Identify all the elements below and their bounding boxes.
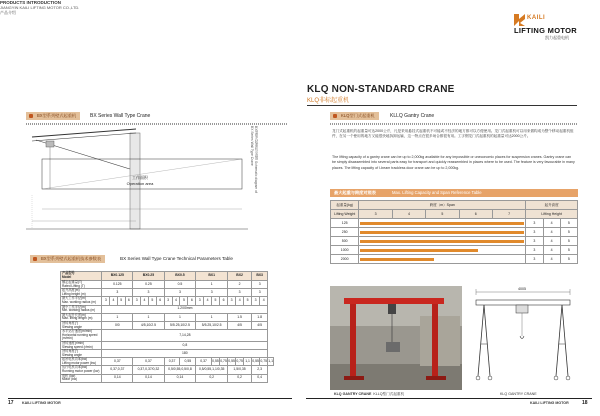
hoist-block <box>516 305 528 313</box>
table-row: 额定起重量(T) Rated Lifting (T) 0.125 0.25 0.5 1 2 3 <box>61 281 274 289</box>
footer-brand-right: KAILI LIFTING MOTOR <box>530 401 569 405</box>
params-title: BX Series Wall Type Crane Technical Parameters Table <box>120 256 233 261</box>
title-rule <box>307 105 577 106</box>
gantry-crane-photo <box>330 286 462 390</box>
params-tag: BX型系列壁式起重机技术参数表 <box>30 255 105 263</box>
section-divider <box>330 123 578 125</box>
table-row: 2000 3 4 5 <box>331 255 578 264</box>
table-row: 起升高度(m) Lifting height (m) 3 3 3 3 3 3 <box>61 289 274 297</box>
page-subtitle: KLQ非标起重机 <box>307 98 350 104</box>
bx-tag: BX型系列壁式起重机 <box>26 112 80 120</box>
capacity-bar <box>360 222 524 225</box>
capacity-bar <box>360 258 434 261</box>
hoist-block <box>46 141 54 147</box>
kaili-logo-icon <box>514 14 525 26</box>
table-row: Lifting Weight 3 4 5 6 7 Lifting Height <box>331 210 578 219</box>
table-row: 回转角度(°) Slewing angle 0/0 4/5,10/2.5 5/5.25,10/2.5 5/5.25,10/2.5 4/5 4/5 <box>61 321 274 329</box>
diagram-caption: KLQ GANTRY CRANE <box>500 392 537 396</box>
table-row: 回转角度(°) Slewing angle 180 <box>61 350 274 358</box>
table-row: 最大工作半径(m) Max. working radius (m) 3 4 5 6 3 4 5 6 3 4 5 6 3 4 5 6 3 4 5 3 4 <box>61 297 274 305</box>
table-row: 1000 3 4 5 <box>331 246 578 255</box>
table-row: 起吊电机功率(kw) Lifting motor power (kw) 0,37 0,37 0,37 0,55 0,37 0,55 0,75 0,55 0,75 1,1 0,55 0,75 1,1 <box>62 357 273 365</box>
table-row: 起重量(kg) 跨度（m）Span 起升高度 <box>331 201 578 210</box>
bx-section-heading <box>26 112 226 120</box>
gantry-section-heading <box>330 112 530 120</box>
footer-brand-left: KAILI LIFTING MOTOR <box>22 401 61 405</box>
params-section-heading <box>30 255 280 263</box>
page-number-right: 18 <box>582 400 588 406</box>
page-number-left: 17 <box>8 400 14 406</box>
operation-area-label: 工作面积 Operation area <box>126 175 154 186</box>
jib-arm <box>32 129 136 137</box>
capacity-bar <box>360 231 524 234</box>
gantry-title: KLLQ Gantry Crane <box>390 113 435 119</box>
table-row: 250 3 4 5 <box>331 228 578 237</box>
hook <box>520 336 524 339</box>
footer-rule-right <box>306 398 592 399</box>
table-row: 水平运行速度(m/min) Horizontal running speed (m/min) 7,14,28 <box>61 330 274 342</box>
gantry-tag: KLQ型门式起重机 <box>330 112 379 120</box>
capacity-span-table <box>330 200 578 264</box>
jib-arm-lower <box>32 133 136 141</box>
intro-paragraph-en: The lifting capacity of a gantry crane can be up to 2,000kg available for any impossible or uneconomic places for suspension cranes. Gantry crane can be simply disassembled into several parts easy for transport and quickly reassembled in places where to be used. The feature is very favourable in many places. The lifting capacity of I-beam trackless door crane can be up to 2,000kg. <box>332 155 575 170</box>
table-row: 最小工作半径(m) Min. working radius (m) 1.2/00mm <box>61 305 274 313</box>
bx-params-table <box>60 271 274 383</box>
footer-rule-left <box>8 398 292 399</box>
table-row: 运行电机功率(kw) Running motor power (kw) 0,37,0,37 0,37,0,37/0,32 0,5/0,55,0,5/0,8 0,5/0,55,1,1/0,35 1,5/0,35 2,3 <box>61 366 274 374</box>
section-title-cn: 产品介绍 <box>0 10 16 15</box>
capacity-bar <box>360 249 478 252</box>
table-row: 125 3 4 5 <box>331 219 578 228</box>
photo-caption: KLQ GANTRY CRANE KLLQ型门式起重机 <box>334 392 405 396</box>
table-row: 回转速度(r/min) Slewing speed (r/min) 0,8 <box>61 341 274 349</box>
intro-paragraph-cn: 龙门式起重机的起重量可达2000公斤，凡是采用悬挂式起重机不可能或不经济的地方都可以方便使用。龙门式起重机可以用来做构成为整个移动起重机组件，在另一个使用的地方又能很快地拆卸运输，这一特点在很多场合都很有用。工字钢龙门式起重机的起重量可达2000公斤。 <box>332 129 574 139</box>
section-header <box>0 0 600 15</box>
bx-schematic-note: BX型壁式起重机示意图 Schematic diagram of BX Series Wall Type Crane <box>250 126 258 193</box>
bx-title: BX Series Wall Type Crane <box>90 113 151 119</box>
table-row: 电机 (kw) Motor (kw) 0,14 0,14 0,14 0,2 0,2 0,4 <box>61 374 274 382</box>
table-row: 500 3 4 5 <box>331 237 578 246</box>
section-company: JIANGYIN KAILI LIFTING MOTOR CO.,LTD. <box>0 5 80 10</box>
kaili-logo: KAILI LIFTING MOTOR 凯力起重电机 <box>514 15 577 40</box>
gantry-beam <box>476 300 570 305</box>
section-title-en: PRODUCTS INTRODUCTION <box>0 0 61 5</box>
table-row: 最大起升长度(m) Max. lifting length (m) 1 1 1 1 1.5 1.8 <box>61 313 274 321</box>
capacity-table-heading: 最大起重与跨度对照表 Max. Lifting Capacity and Span Reference Table <box>330 189 578 197</box>
page-title: KLQ NON-STANDARD CRANE <box>307 84 455 95</box>
diagram-dimension: 4005 <box>518 287 526 291</box>
gantry-crane-diagram <box>470 284 576 388</box>
capacity-bar <box>360 240 524 243</box>
table-row: 产品型号 Model BX0.125 BX0.25 BX0.5 BX1 BX2 BX3 <box>61 272 274 281</box>
